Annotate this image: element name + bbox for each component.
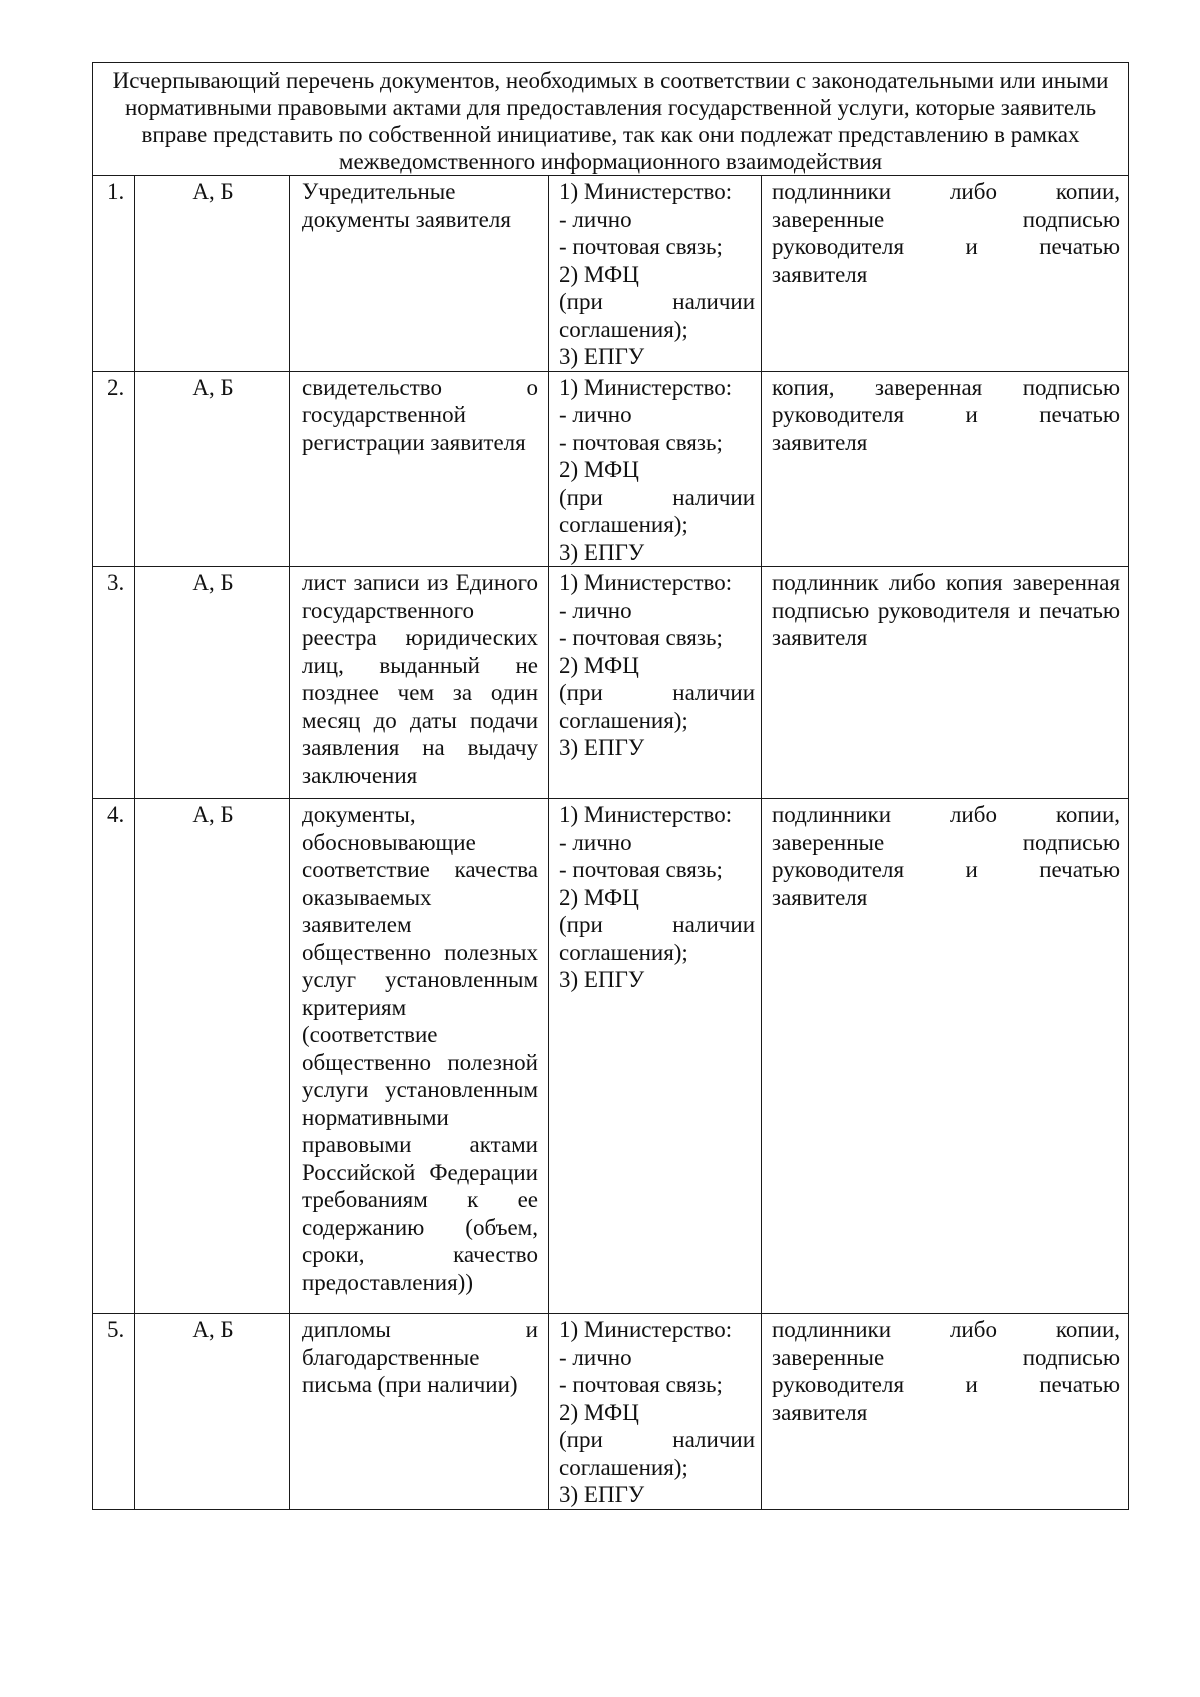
submission-methods <box>549 176 762 372</box>
submission-method-line: - лично <box>559 402 632 427</box>
document-form-text: подлинники либо копии, заверенные подписью руководителя и печатью <box>772 179 1121 259</box>
row-number: 5. <box>93 1314 135 1510</box>
submission-method-line: (при наличии <box>559 1427 755 1452</box>
table-header: Исчерпывающий перечень документов, необходимых в соответствии с законодательными или иными нормативными правовыми актами для предоставления государственной услуги, которые заявитель вправе представить по собственной инициативе, так как они подлежат представлению в рамках межведомственного информационного взаимодействия <box>93 63 1129 176</box>
submission-method-line: - лично <box>559 1344 632 1370</box>
applicant-category: А, Б <box>135 567 290 799</box>
document-name: Учредительные документы заявителя <box>290 176 549 372</box>
submission-method-line: - лично <box>559 206 632 232</box>
table-row <box>93 799 1129 1314</box>
submission-method-line: - почтовая связь; <box>559 1372 723 1397</box>
document-form-text-end: заявителя <box>772 625 868 650</box>
submission-method-line: (при наличии <box>559 680 755 705</box>
document-form-text: подлинник либо копия заверенная подписью руководителя и печатью <box>772 570 1121 623</box>
submission-methods <box>549 371 762 567</box>
applicant-category: А, Б <box>135 371 290 567</box>
document-form-text-end: заявителя <box>772 261 868 287</box>
table-row <box>93 371 1129 567</box>
submission-method-line: 1) Министерство: <box>559 179 733 204</box>
submission-method-line: - почтовая связь; <box>559 857 723 882</box>
submission-method-line: (при наличии <box>559 289 755 314</box>
submission-method-line: 3) ЕПГУ <box>559 735 645 760</box>
document-form-text: подлинники либо копии, заверенные подписью руководителя и печатью <box>772 1317 1121 1397</box>
table-row <box>93 176 1129 372</box>
document-name: дипломы и благодарственные письма (при наличии) <box>290 1314 549 1510</box>
document-form <box>762 1314 1129 1510</box>
row-number: 3. <box>93 567 135 799</box>
document-form-text: подлинники либо копии, заверенные подписью руководителя и печатью <box>772 802 1121 882</box>
document-name: лист записи из Единого государственного реестра юридических лиц, выданный не позднее чем за один месяц до даты подачи заявления на выдачу заключения <box>290 567 549 799</box>
submission-method-line: соглашения); <box>559 939 688 965</box>
applicant-category: А, Б <box>135 799 290 1314</box>
applicant-category: А, Б <box>135 1314 290 1510</box>
document-form <box>762 371 1129 567</box>
submission-method-line: 3) ЕПГУ <box>559 344 645 369</box>
submission-method-line: соглашения); <box>559 512 688 537</box>
document-form-text-end: заявителя <box>772 429 868 455</box>
submission-method-line: 1) Министерство: <box>559 802 733 827</box>
submission-methods <box>549 567 762 799</box>
document-form <box>762 799 1129 1314</box>
submission-method-line: 1) Министерство: <box>559 570 733 595</box>
row-number: 1. <box>93 176 135 372</box>
submission-method-line: 3) ЕПГУ <box>559 539 645 565</box>
document-name: свидетельство о государственной регистрации заявителя <box>290 371 549 567</box>
row-number: 4. <box>93 799 135 1314</box>
document-form-text: копия, заверенная подписью руководителя и печатью <box>772 374 1121 427</box>
submission-method-line: - почтовая связь; <box>559 625 723 650</box>
documents-table <box>92 62 1129 1510</box>
submission-method-line: (при наличии <box>559 912 755 937</box>
table-row <box>93 567 1129 799</box>
submission-method-line: 1) Министерство: <box>559 1317 733 1342</box>
submission-method-line: 1) Министерство: <box>559 374 733 400</box>
submission-method-line: - почтовая связь; <box>559 234 723 259</box>
submission-methods <box>549 1314 762 1510</box>
submission-method-line: соглашения); <box>559 707 688 733</box>
row-number: 2. <box>93 371 135 567</box>
submission-method-line: 2) МФЦ <box>559 457 639 482</box>
applicant-category: А, Б <box>135 176 290 372</box>
submission-method-line: (при наличии <box>559 484 755 510</box>
table-header-row <box>93 63 1129 176</box>
submission-method-line: соглашения); <box>559 1454 688 1480</box>
submission-method-line: соглашения); <box>559 316 688 342</box>
submission-methods <box>549 799 762 1314</box>
submission-method-line: 2) МФЦ <box>559 652 639 678</box>
document-form-text-end: заявителя <box>772 884 868 910</box>
submission-method-line: 2) МФЦ <box>559 261 639 287</box>
submission-method-line: 2) МФЦ <box>559 1399 639 1425</box>
submission-method-line: - лично <box>559 829 632 855</box>
submission-method-line: - почтовая связь; <box>559 429 723 455</box>
document-form <box>762 567 1129 799</box>
submission-method-line: 2) МФЦ <box>559 884 639 910</box>
submission-method-line: 3) ЕПГУ <box>559 967 645 992</box>
document-name: документы, обосновывающие соответствие качества оказываемых заявителем общественно полезных услуг установленным критериям (соответствие общественно полезной услуги установленным нормативными правовыми актами Российской Федерации требованиям к ее содержанию (объем, сроки, качество предоставления)) <box>290 799 549 1314</box>
submission-method-line: 3) ЕПГУ <box>559 1482 645 1507</box>
document-form-text-end: заявителя <box>772 1399 868 1425</box>
document-form <box>762 176 1129 372</box>
table-row <box>93 1314 1129 1510</box>
submission-method-line: - лично <box>559 597 632 623</box>
